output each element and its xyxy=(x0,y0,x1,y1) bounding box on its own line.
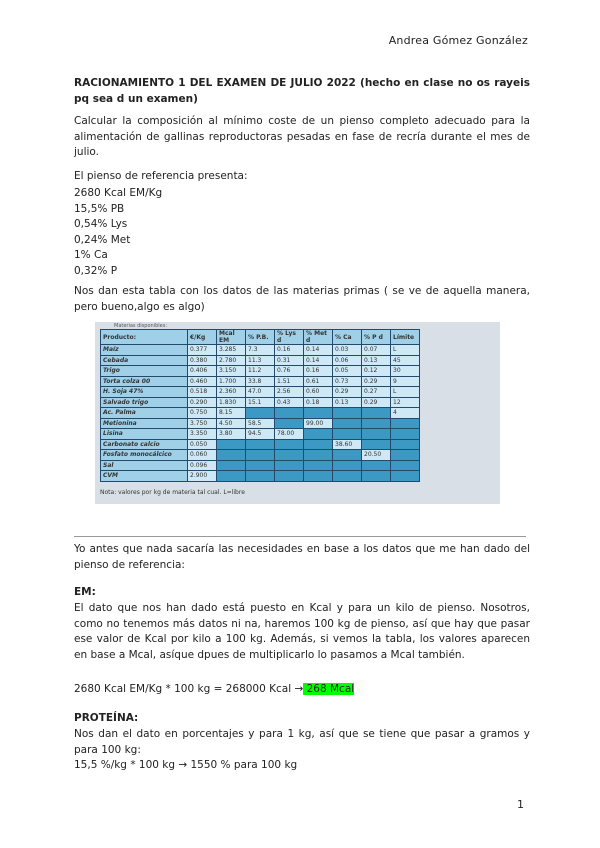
table-cell: 2.360 xyxy=(217,387,246,398)
table-cell xyxy=(246,450,275,461)
product-name-cell: Torta colza 00 xyxy=(101,376,188,387)
table-row xyxy=(101,450,420,461)
table-cell: 38.60 xyxy=(333,439,362,450)
table-cell: 2.780 xyxy=(217,355,246,366)
table-header: Mcal EM xyxy=(217,330,246,345)
table-cell: 0.73 xyxy=(333,376,362,387)
table-cell: 0.07 xyxy=(362,345,391,356)
reference-item: 15,5% PB xyxy=(74,202,125,215)
table-cell: 3.80 xyxy=(217,429,246,440)
table-row xyxy=(101,471,420,482)
table-row xyxy=(101,460,420,471)
table-cell xyxy=(304,429,333,440)
table-row xyxy=(101,418,420,429)
table-cell xyxy=(333,460,362,471)
table-cell xyxy=(333,471,362,482)
table-cell xyxy=(275,408,304,419)
product-name-cell: Trigo xyxy=(101,366,188,377)
reference-item: 2680 Kcal EM/Kg xyxy=(74,187,163,199)
table-cell xyxy=(362,418,391,429)
table-cell xyxy=(333,429,362,440)
table-header: % Ca xyxy=(333,330,362,345)
table-cell: 3.150 xyxy=(217,366,246,377)
table-cell: 0.18 xyxy=(304,397,333,408)
table-cell xyxy=(275,460,304,471)
table-cell xyxy=(391,418,420,429)
reference-item: 0,24% Met xyxy=(74,233,131,246)
table-cell xyxy=(362,429,391,440)
table-cell: 0.290 xyxy=(188,397,217,408)
table-cell: 1.830 xyxy=(217,397,246,408)
intro-paragraph: Calcular la composición al mínimo coste de un pienso completo adecuado para la alimentación de gallinas reproductoras pesadas en fase de recría durante el mes de julio. xyxy=(74,115,530,158)
table-cell: L xyxy=(391,345,420,356)
table-cell: 0.43 xyxy=(275,397,304,408)
table-cell xyxy=(391,460,420,471)
table-header: % Lys d xyxy=(275,330,304,345)
table-cell xyxy=(333,408,362,419)
table-intro: Nos dan esta tabla con los datos de las materias primas ( se ve de aquella manera, pero bueno,algo es algo) xyxy=(74,285,530,313)
table-cell xyxy=(304,408,333,419)
table-cell: 99.00 xyxy=(304,418,333,429)
table-cell xyxy=(246,471,275,482)
em-paragraph: El dato que nos han dado está puesto en Kcal y para un kilo de pienso. Nosotros, como no tenemos más datos ni na, haremos 100 kg de pienso, así que hay que pasar ese valor de Kcal por kilo a 100 kg. Además, si vemos la tabla, los valores aparecen en base a Mcal, asíque dpues de multiplicarlo lo pasamos a Mcal también. xyxy=(74,602,530,661)
table-cell xyxy=(217,439,246,450)
product-name-cell: Metionina xyxy=(101,418,188,429)
table-cell xyxy=(246,460,275,471)
table-cell: 3.750 xyxy=(188,418,217,429)
table-cell xyxy=(304,471,333,482)
reference-item: 0,54% Lys xyxy=(74,218,128,230)
em-calculation xyxy=(74,683,354,695)
table-cell: 0.518 xyxy=(188,387,217,398)
table-header: €/Kg xyxy=(188,330,217,345)
table-cell xyxy=(362,471,391,482)
table-cell: 78.00 xyxy=(275,429,304,440)
table-cell: 47.0 xyxy=(246,387,275,398)
em-heading: EM: xyxy=(74,586,96,598)
table-cell: 0.61 xyxy=(304,376,333,387)
table-cell: 0.096 xyxy=(188,460,217,471)
reference-item: 1% Ca xyxy=(74,249,108,261)
table-cell xyxy=(304,450,333,461)
table-cell: 0.14 xyxy=(304,345,333,356)
protein-calculation: 15,5 %/kg * 100 kg → 1550 % para 100 kg xyxy=(74,759,298,771)
table-cell: 20.50 xyxy=(362,450,391,461)
table-cell xyxy=(391,429,420,440)
table-cell: 3.350 xyxy=(188,429,217,440)
protein-paragraph xyxy=(74,727,530,774)
table-cell: 0.406 xyxy=(188,366,217,377)
table-cell xyxy=(333,450,362,461)
table-cell xyxy=(362,460,391,471)
table-row xyxy=(101,387,420,398)
em-result-highlight: 268 Mcal xyxy=(303,683,355,695)
table-cell: 15.1 xyxy=(246,397,275,408)
table-cell xyxy=(217,471,246,482)
table-row xyxy=(101,376,420,387)
protein-heading: PROTEÍNA: xyxy=(74,712,139,724)
product-name-cell: Carbonato calcio xyxy=(101,439,188,450)
table-cell xyxy=(275,450,304,461)
table-cell: 0.05 xyxy=(333,366,362,377)
table-header: % P d xyxy=(362,330,391,345)
table-cell: 0.16 xyxy=(275,345,304,356)
table-cell: 0.60 xyxy=(304,387,333,398)
reference-label: El pienso de referencia presenta: xyxy=(74,170,248,182)
table-cell: 0.16 xyxy=(304,366,333,377)
table-cell: 0.12 xyxy=(362,366,391,377)
table-cell: 2.900 xyxy=(188,471,217,482)
document-title: RACIONAMIENTO 1 DEL EXAMEN DE JULIO 2022 (hecho en clase no os rayeis pq sea d un examen) xyxy=(74,77,530,105)
table-row xyxy=(101,345,420,356)
table-cell: 58.5 xyxy=(246,418,275,429)
table-cell: 7.3 xyxy=(246,345,275,356)
table-header: Producto: xyxy=(101,330,188,345)
table-cell: 8.15 xyxy=(217,408,246,419)
table-cell: 0.76 xyxy=(275,366,304,377)
product-name-cell: Fosfato monocálcico xyxy=(101,450,188,461)
table-cell: L xyxy=(391,387,420,398)
divider xyxy=(74,536,526,537)
product-name-cell: Ac. Palma xyxy=(101,408,188,419)
table-cell: 0.03 xyxy=(333,345,362,356)
table-cell: 2.56 xyxy=(275,387,304,398)
table-header: Límite xyxy=(391,330,420,345)
product-name-cell: Lisina xyxy=(101,429,188,440)
table-cell: 30 xyxy=(391,366,420,377)
table-cell: 11.2 xyxy=(246,366,275,377)
table-cell: 0.050 xyxy=(188,439,217,450)
table-cell: 3.285 xyxy=(217,345,246,356)
table-cell: 0.14 xyxy=(304,355,333,366)
table-row xyxy=(101,366,420,377)
reference-list xyxy=(74,186,162,279)
product-name-cell: H. Soja 47% xyxy=(101,387,188,398)
table-cell: 1.51 xyxy=(275,376,304,387)
table-cell: 0.750 xyxy=(188,408,217,419)
table-cell: 4 xyxy=(391,408,420,419)
table-cell: 94.5 xyxy=(246,429,275,440)
table-cell xyxy=(391,439,420,450)
product-name-cell: Maíz xyxy=(101,345,188,356)
table-cell: 45 xyxy=(391,355,420,366)
table-cell xyxy=(275,439,304,450)
table-cell: 33.8 xyxy=(246,376,275,387)
table-cell: 4.50 xyxy=(217,418,246,429)
table-cell xyxy=(362,439,391,450)
table-cell: 12 xyxy=(391,397,420,408)
table-cell: 0.29 xyxy=(362,397,391,408)
table-cell: 0.13 xyxy=(333,397,362,408)
table-cell xyxy=(391,450,420,461)
table-cell xyxy=(362,408,391,419)
product-name-cell: CVM xyxy=(101,471,188,482)
table-cell: 0.460 xyxy=(188,376,217,387)
page-number: 1 xyxy=(517,798,524,811)
reference-item: 0,32% P xyxy=(74,264,118,277)
table-cell: 0.06 xyxy=(333,355,362,366)
table-cell xyxy=(217,450,246,461)
table-note: Nota: valores por kg de materia tal cual. L=libre xyxy=(100,489,245,496)
table-cell: 9 xyxy=(391,376,420,387)
table-row xyxy=(101,397,420,408)
raw-materials-table xyxy=(100,329,420,482)
table-cell: 0.380 xyxy=(188,355,217,366)
table-cell: 1.700 xyxy=(217,376,246,387)
table-cell: 0.060 xyxy=(188,450,217,461)
table-cell: 0.29 xyxy=(333,387,362,398)
table-cell xyxy=(246,439,275,450)
table-cell: 0.31 xyxy=(275,355,304,366)
product-name-cell: Cebada xyxy=(101,355,188,366)
table-cell xyxy=(304,460,333,471)
table-cell xyxy=(391,471,420,482)
product-name-cell: Salvado trigo xyxy=(101,397,188,408)
table-cell: 0.27 xyxy=(362,387,391,398)
table-cell xyxy=(246,408,275,419)
em-calc-text: 2680 Kcal EM/Kg * 100 kg = 268000 Kcal → xyxy=(74,683,304,695)
table-row xyxy=(101,408,420,419)
table-cell: 0.13 xyxy=(362,355,391,366)
author-name: Andrea Gómez González xyxy=(388,34,528,47)
table-header: % Met d xyxy=(304,330,333,345)
needs-intro: Yo antes que nada sacaría las necesidades en base a los datos que me han dado del pienso de referencia: xyxy=(74,543,530,571)
table-caption: Materias disponibles: xyxy=(114,323,168,329)
table-cell xyxy=(304,439,333,450)
table-header: % P.B. xyxy=(246,330,275,345)
table-row xyxy=(101,439,420,450)
product-name-cell: Sal xyxy=(101,460,188,471)
protein-text: Nos dan el dato en porcentajes y para 1 kg, así que se tiene que pasar a gramos y para 100 kg: xyxy=(74,728,530,756)
table-cell: 0.377 xyxy=(188,345,217,356)
table-cell xyxy=(275,471,304,482)
table-row xyxy=(101,429,420,440)
table-cell xyxy=(217,460,246,471)
table-cell: 0.29 xyxy=(362,376,391,387)
table-cell xyxy=(333,418,362,429)
table-row xyxy=(101,355,420,366)
table-cell xyxy=(275,418,304,429)
table-cell: 11.3 xyxy=(246,355,275,366)
